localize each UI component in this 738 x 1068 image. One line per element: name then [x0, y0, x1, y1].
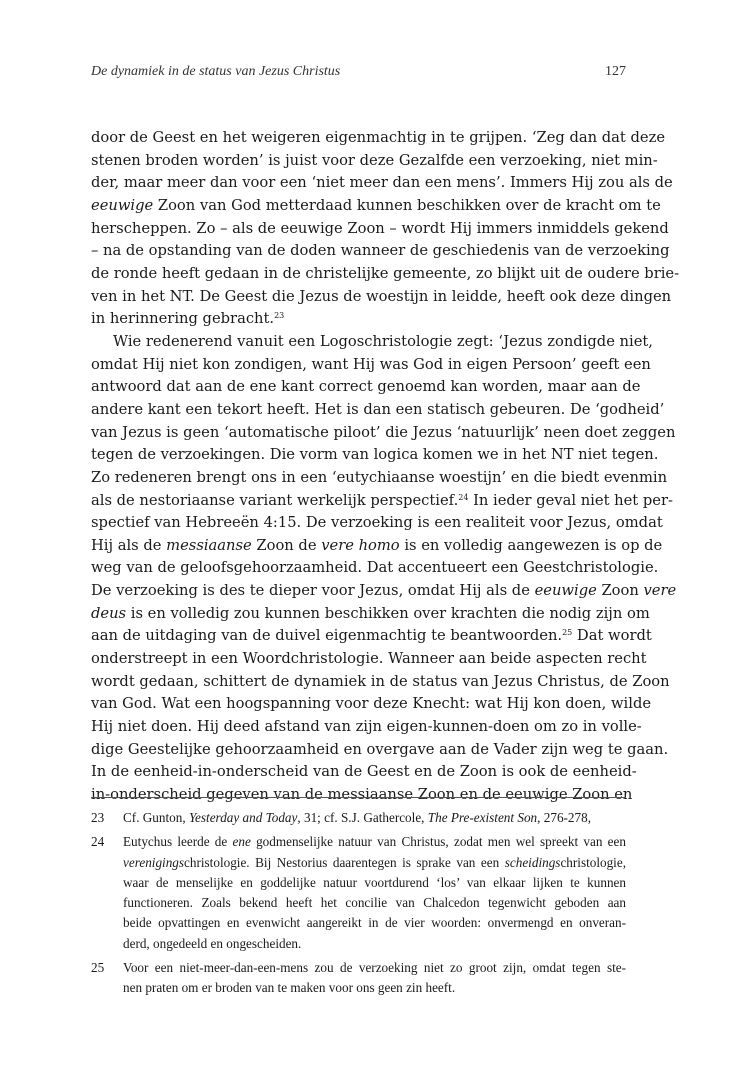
italic-term: vere homo — [321, 536, 400, 554]
body-text-run: In ieder geval niet het per- — [468, 491, 673, 509]
body-line: ven in het NT. De Geest die Jezus de woestijn in leidde, heeft ook deze dingen — [91, 287, 672, 305]
body-line — [91, 603, 650, 626]
body-line: weg van de geloofsgehoorzaamheid. Dat accentueert een Geestchristologie. — [91, 559, 659, 577]
italic-term: deus — [91, 604, 127, 622]
footnote-24 — [91, 832, 626, 954]
body-line — [91, 195, 661, 218]
body-line: antwoord dat aan de ene kant correct genoemd kan worden, maar aan de — [91, 378, 641, 396]
footnote-ref-24[interactable]: 24 — [458, 492, 469, 502]
book-title: The Pre-existent Son — [427, 810, 538, 825]
body-text-run: als de nestoriaanse variant werkelijk perspectief. — [91, 491, 459, 509]
book-title: Yesterday and Today — [188, 810, 298, 825]
footnote-line: Voor een niet-meer-dan-een-mens zou de verzoeking niet zo groot zijn, omdat tegen ste- — [123, 960, 626, 976]
running-title: De dynamiek in de status van Jezus Christus — [91, 64, 341, 79]
body-text-run: is en volledig aangewezen is op de — [399, 536, 663, 554]
footnote-number: 25 — [91, 960, 105, 976]
body-line — [91, 580, 677, 603]
italic-term: scheidings — [504, 854, 561, 870]
italic-term: ene — [232, 834, 251, 850]
page-number: 127 — [605, 64, 626, 79]
footnote-line: nen praten om er broden van te maken voor ons geen zin heeft. — [123, 980, 456, 996]
body-line: de ronde heeft gedaan in de christelijke gemeente, zo blijkt uit de oudere brie- — [91, 264, 680, 282]
body-line: omdat Hij niet kon zondigen, want Hij was God in eigen Persoon’ geeft een — [91, 355, 651, 373]
footnotes — [91, 808, 626, 1003]
footnote-25 — [91, 958, 626, 999]
body-line: Hij niet doen. Hij deed afstand van zijn eigen-kunnen-doen om zo in volle- — [91, 718, 642, 736]
body-line: spectief van Hebreeën 4:15. De verzoeking is een realiteit voor Jezus, omdat — [91, 514, 663, 532]
body-line: herscheppen. Zo – als de eeuwige Zoon – wordt Hij immers inmiddels gekend — [91, 219, 669, 237]
body-text-run: Hij als de — [91, 536, 167, 554]
body-text-run: De verzoeking is des te dieper voor Jezus, omdat Hij als de — [91, 582, 535, 600]
footnote-line — [123, 832, 626, 852]
footnote-text-run: Eutychus leerde de — [123, 834, 233, 850]
footnote-line: derd, ongedeeld en ongescheiden. — [123, 935, 302, 951]
footnote-line — [123, 853, 626, 873]
footnote-text-run: godmenselijke natuur van Christus, zodat men wel spreekt van een — [250, 834, 626, 850]
body-line: andere kant een tekort heeft. Het is dan een statisch gebeuren. De ‘godheid’ — [91, 400, 665, 418]
body-line: der, maar meer dan voor een ‘niet meer dan een mens’. Immers Hij zou als de — [91, 174, 673, 192]
body-line — [91, 308, 626, 331]
footnote-text-run: Cf. Gunton, — [123, 810, 189, 825]
body-text-run: Zoon — [596, 582, 644, 600]
body-line: dige Geestelijke gehoorzaamheid en overgave aan de Vader zijn weg te gaan. — [91, 740, 669, 758]
body-line: wordt gedaan, schittert de dynamiek in de status van Jezus Christus, de Zoon — [91, 672, 670, 690]
body-line: onderstreept in een Woordchristologie. Wanneer aan beide aspecten recht — [91, 650, 647, 668]
footnote-number: 23 — [91, 810, 105, 825]
footnote-line: waar de menselijke en goddelijke natuur voortdurend ‘los’ van elkaar lijken te kunnen — [123, 874, 626, 890]
footnote-text-run: christologie. Bij Nestorius daarentegen is sprake van een — [184, 854, 505, 870]
footnote-text-run: , 31; cf. S.J. Gathercole, — [297, 810, 428, 825]
footnote-divider — [91, 797, 626, 798]
body-line: Wie redenerend vanuit een Logoschristologie zegt: ‘Jezus zondigde niet, — [113, 332, 653, 350]
italic-term: eeuwige — [534, 582, 597, 600]
footnote-line: beide opvattingen en evenwicht aangereikt in de vier woorden: onvermengd en onveran- — [123, 915, 626, 931]
body-line: van Jezus is geen ‘automatische piloot’ die Jezus ‘natuurlijk’ neen doet zeggen — [91, 423, 676, 441]
body-text-run: is en volledig zou kunnen beschikken over krachten die nodig zijn om — [126, 604, 650, 622]
footnote-ref-23[interactable]: 23 — [274, 311, 285, 321]
body-line: stenen broden worden’ is juist voor deze Gezalfde een verzoeking, niet min- — [91, 151, 658, 169]
body-line: tegen de verzoekingen. Die vorm van logica komen we in het NT niet tegen. — [91, 446, 659, 464]
body-line: in-onderscheid gegeven van de messiaanse Zoon en de eeuwige Zoon en — [91, 786, 633, 804]
body-text-run: Zoon de — [251, 536, 322, 554]
footnote-23 — [91, 808, 626, 828]
body-line: van God. Wat een hoogspanning voor deze Knecht: wat Hij kon doen, wilde — [91, 695, 652, 713]
italic-term: messiaanse — [166, 536, 252, 554]
body-text-run: Dat wordt — [572, 627, 652, 645]
footnote-text-run: christologie, — [560, 854, 626, 870]
footnote-line — [123, 808, 626, 828]
footnote-line: functioneren. Zoals bekend heeft het concilie van Chalcedon tegenwicht geboden aan — [123, 895, 626, 911]
body-line: In de eenheid-in-onderscheid van de Geest en de Zoon is ook de eenheid- — [91, 763, 637, 781]
italic-term: eeuwige — [91, 196, 154, 214]
body-line: door de Geest en het weigeren eigenmachtig in te grijpen. ‘Zeg dan dat deze — [91, 129, 666, 146]
body-line — [91, 625, 652, 648]
footnote-text-run: , 276-278, — [537, 810, 592, 825]
body-line: Zo redeneren brengt ons in een ‘eutychiaanse woestijn’ en die biedt evenmin — [91, 468, 668, 486]
body-text-run: aan de uitdaging van de duivel eigenmachtig te beantwoorden. — [91, 627, 563, 645]
body-text — [91, 127, 680, 807]
body-text-run: Zoon van God metterdaad kunnen beschikken over de kracht om te — [153, 196, 661, 214]
running-head — [91, 64, 626, 80]
body-line — [91, 535, 663, 558]
body-text-run: in herinnering gebracht. — [91, 310, 275, 328]
italic-term: vere — [643, 582, 677, 600]
footnote-number: 24 — [91, 834, 105, 850]
body-line — [91, 490, 673, 513]
footnote-ref-25[interactable]: 25 — [562, 628, 573, 638]
italic-term: verenigings — [123, 854, 185, 870]
body-line: – na de opstanding van de doden wanneer de geschiedenis van de verzoeking — [91, 242, 670, 260]
